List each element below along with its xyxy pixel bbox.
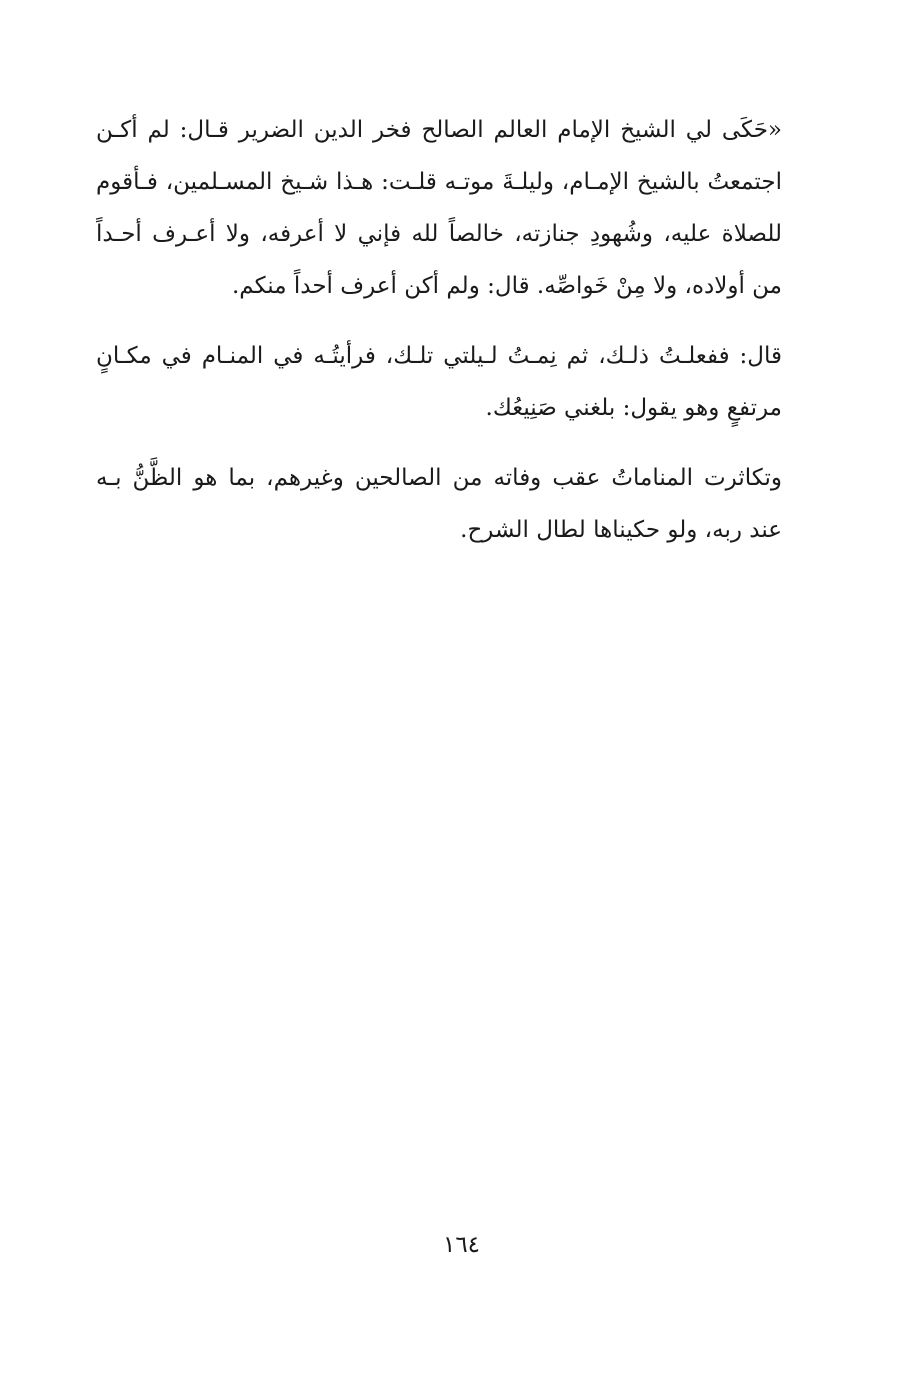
paragraph	[96, 452, 782, 556]
page-number: ١٦٤	[442, 1232, 481, 1258]
text-line: عند ربه، ولو حكيناها لطال الشرح.	[460, 517, 782, 543]
paragraph	[96, 330, 782, 434]
text-line: مرتفعٍ وهو يقول: بلغني صَنِيعُك.	[485, 395, 782, 421]
body-text	[96, 104, 782, 556]
text-line: وتكاثرت المناماتُ عقب وفاته من الصالحين وغيرهم، بما هو الظَّنُّ بـه	[96, 465, 782, 491]
paragraph	[96, 104, 782, 312]
text-line: قال: ففعلـتُ ذلـك، ثم نِمـتُ لـيلتي تلـك، فرأيتُـه في المنـام في مكـانٍ	[96, 343, 782, 369]
text-line: اجتمعتُ بالشيخ الإمـام، وليلـةَ موتـه قلـت: هـذا شـيخ المسـلمين، فـأقوم	[96, 169, 782, 195]
paragraph-spacer	[96, 434, 782, 452]
text-line: من أولاده، ولا مِنْ خَواصِّه. قال: ولم أكن أعرف أحداً منكم.	[231, 273, 782, 299]
text-line: للصلاة عليه، وشُهودِ جنازته، خالصاً لله فإني لا أعرفه، ولا أعـرف أحـداً	[96, 221, 782, 247]
paragraph-spacer	[96, 312, 782, 330]
text-line: «حَكَى لي الشيخ الإمام العالم الصالح فخر الدين الضرير قـال: لم أكـن	[96, 117, 782, 143]
